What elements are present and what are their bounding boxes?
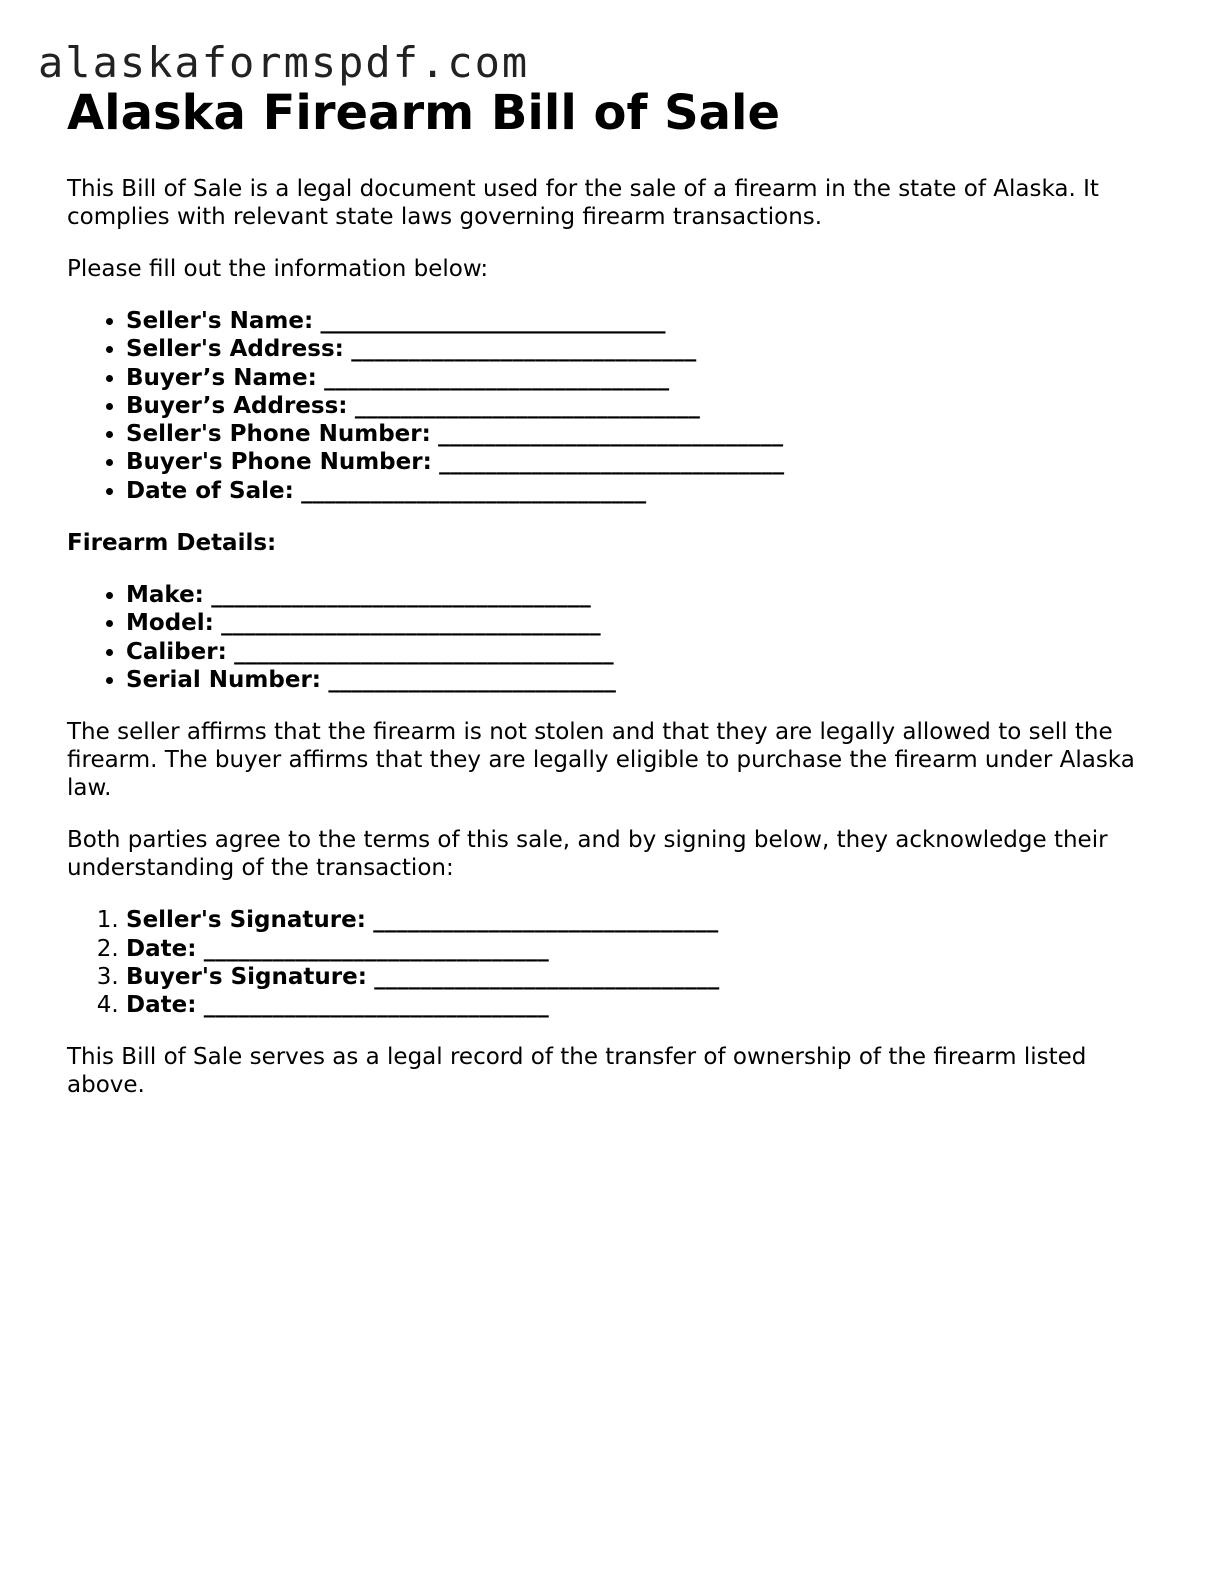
- signature-list: [67, 906, 1167, 1019]
- list-item[interactable]: [126, 364, 1167, 392]
- firearm-details-list: [67, 581, 1167, 694]
- document-body: [67, 84, 1167, 1099]
- fill-in-blank[interactable]: ______________________________: [373, 907, 719, 934]
- fill-in-blank[interactable]: ______________________________: [351, 336, 697, 363]
- list-item[interactable]: [126, 638, 1167, 666]
- fill-in-blank[interactable]: ______________________________: [203, 992, 549, 1019]
- list-item[interactable]: [126, 448, 1167, 476]
- list-item[interactable]: [126, 935, 1167, 963]
- fill-in-blank[interactable]: ______________________________: [439, 449, 785, 476]
- field-label: Caliber:: [126, 638, 227, 665]
- field-label: Seller's Phone Number:: [126, 421, 431, 448]
- field-label: Seller's Address:: [126, 336, 344, 363]
- closing-paragraph: This Bill of Sale serves as a legal record of the transfer of ownership of the firearm listed above.: [67, 1044, 1087, 1099]
- intro-paragraph: This Bill of Sale is a legal document used for the sale of a firearm in the state of Alaska. It complies with relevant state laws governing firearm transactions.: [67, 176, 1099, 230]
- field-label: Date:: [126, 992, 197, 1019]
- watermark: alaskaformspdf.com: [38, 38, 530, 87]
- list-item[interactable]: [126, 307, 1167, 335]
- field-label: Make:: [126, 582, 204, 609]
- agreement-paragraph: Both parties agree to the terms of this sale, and by signing below, they acknowledge their understanding of the transaction:: [67, 827, 1108, 882]
- field-label: Buyer’s Name:: [126, 364, 317, 391]
- fill-in-blank[interactable]: ______________________________: [203, 935, 549, 962]
- fill-in-blank[interactable]: _________________________________: [221, 610, 601, 637]
- field-label: Serial Number:: [126, 666, 321, 693]
- instruction-text: Please fill out the information below:: [67, 256, 489, 282]
- field-label: Seller's Signature:: [126, 907, 366, 934]
- list-item[interactable]: [126, 963, 1167, 991]
- fill-in-blank[interactable]: _________________________________: [234, 638, 614, 665]
- list-item[interactable]: [126, 906, 1167, 934]
- list-item[interactable]: [126, 581, 1167, 609]
- list-item[interactable]: [126, 477, 1167, 505]
- field-label: Buyer's Phone Number:: [126, 449, 432, 476]
- field-label: Date of Sale:: [126, 477, 294, 504]
- fill-in-blank[interactable]: ______________________________: [320, 308, 666, 334]
- field-label: Buyer’s Address:: [126, 392, 348, 419]
- field-label: Seller's Name:: [126, 308, 314, 334]
- fill-in-blank[interactable]: ______________________________: [324, 364, 670, 391]
- fill-in-blank[interactable]: ______________________________: [301, 477, 647, 504]
- list-item[interactable]: [126, 991, 1167, 1019]
- fill-in-blank[interactable]: ______________________________: [438, 421, 784, 448]
- fill-in-blank[interactable]: ______________________________: [374, 963, 720, 990]
- field-label: Model:: [126, 610, 214, 637]
- document-title: Alaska Firearm Bill of Sale: [67, 85, 781, 141]
- firearm-details-heading: Firearm Details:: [67, 530, 277, 557]
- fill-in-blank[interactable]: _________________________________: [211, 582, 591, 609]
- fill-in-blank[interactable]: ______________________________: [354, 392, 700, 419]
- affirmation-paragraph: The seller affirms that the firearm is not stolen and that they are legally allowed to sell the firearm. The buyer affirms that they are legally eligible to purchase the firearm under Alaska law.: [67, 719, 1135, 802]
- party-info-list: [67, 307, 1167, 505]
- list-item[interactable]: [126, 609, 1167, 637]
- field-label: Buyer's Signature:: [126, 963, 367, 990]
- fill-in-blank[interactable]: _________________________: [328, 666, 616, 693]
- list-item[interactable]: [126, 420, 1167, 448]
- field-label: Date:: [126, 935, 197, 962]
- list-item[interactable]: [126, 666, 1167, 694]
- list-item[interactable]: [126, 335, 1167, 363]
- list-item[interactable]: [126, 392, 1167, 420]
